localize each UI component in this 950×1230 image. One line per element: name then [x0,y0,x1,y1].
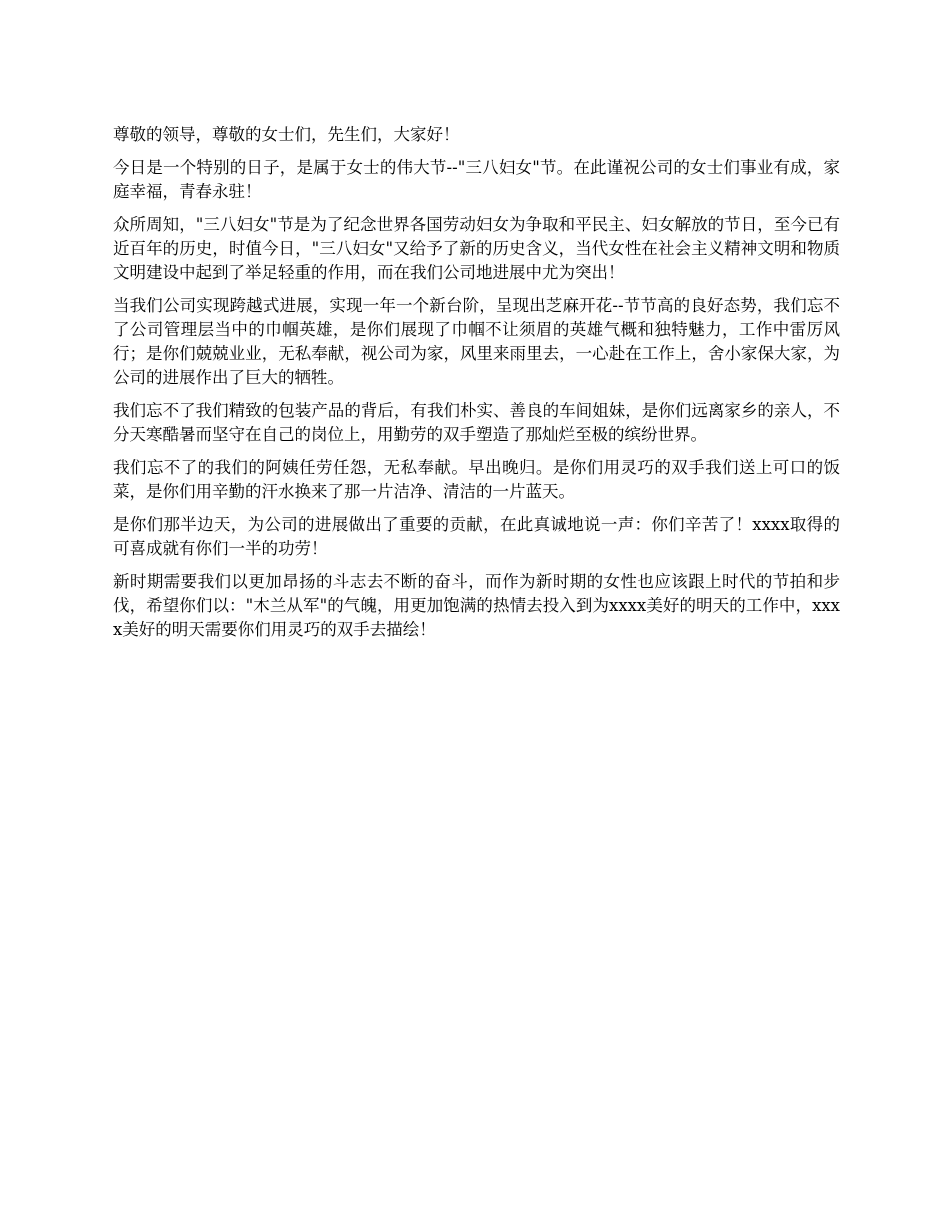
paragraph-history: 众所周知，"三八妇女"节是为了纪念世界各国劳动妇女为争取和平民主、妇女解放的节日，至今已有近百年的历史，时值今日，"三八妇女"又给予了新的历史含义，当代女性在社会主义精神文明和物质文明建设中起到了举足轻重的作用，而在我们公司地进展中尤为突出！ [113,215,840,282]
paragraph-management: 当我们公司实现跨越式进展，实现一年一个新台阶，呈现出芝麻开花--节节高的良好态势，我们忘不了公司管理层当中的巾帼英雄，是你们展现了巾帼不让须眉的英雄气概和独特魅力，工作中雷厉风行；是你们兢兢业业，无私奉献，视公司为家，风里来雨里去，一心赴在工作上，舍小家保大家，为公司的进展作出了巨大的牺牲。 [113,296,840,387]
paragraph-thanks: 是你们那半边天，为公司的进展做出了重要的贡献，在此真诚地说一声：你们辛苦了！xxxx取得的可喜成就有你们一半的功劳！ [113,515,840,558]
document-body [113,123,840,651]
paragraph-closing: 新时期需要我们以更加昂扬的斗志去不断的奋斗，而作为新时期的女性也应该跟上时代的节拍和步伐，希望你们以："木兰从军"的气魄，用更加饱满的热情去投入到为xxxx美好的明天的工作中，xxxx美好的明天需要你们用灵巧的双手去描绘！ [113,572,840,639]
paragraph-greeting: 尊敬的领导，尊敬的女士们，先生们，大家好！ [113,125,460,144]
paragraph-canteen: 我们忘不了的我们的阿姨任劳任怨，无私奉献。早出晚归。是你们用灵巧的双手我们送上可口的饭菜，是你们用辛勤的汗水换来了那一片洁净、清洁的一片蓝天。 [113,458,840,501]
paragraph-workshop: 我们忘不了我们精致的包装产品的背后，有我们朴实、善良的车间姐妹，是你们远离家乡的亲人，不分天寒酷暑而坚守在自己的岗位上，用勤劳的双手塑造了那灿烂至极的缤纷世界。 [113,401,840,444]
paragraph-festival-wishes: 今日是一个特别的日子，是属于女士的伟大节--"三八妇女"节。在此谨祝公司的女士们事业有成，家庭幸福，青春永驻！ [113,158,840,201]
